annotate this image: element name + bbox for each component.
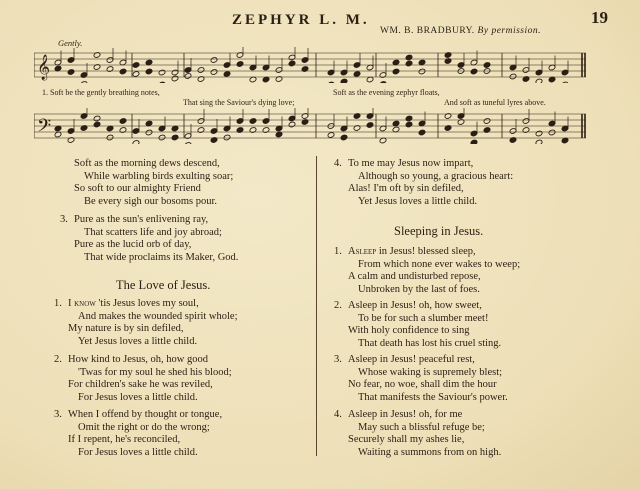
note-head	[236, 61, 244, 68]
verse-number: 4.	[334, 409, 342, 420]
note-head	[340, 134, 348, 141]
verse-line: Soft as the morning dews descend,	[74, 158, 220, 169]
note-head	[470, 139, 478, 144]
note-head	[418, 68, 426, 75]
verse-line: To be for such a slumber meet!	[358, 312, 489, 324]
note-head	[132, 62, 140, 69]
verse-line: From which none ever wakes to weep;	[358, 258, 521, 270]
love-verse-1	[54, 298, 238, 348]
verse-number: 3.	[60, 214, 68, 225]
note-head	[93, 121, 101, 128]
verse-line: 'tis Jesus loves my soul,	[95, 298, 199, 309]
verse-line: Unbroken by the last of foes.	[358, 283, 480, 295]
note-head	[171, 75, 179, 82]
note-head	[470, 68, 478, 75]
note-head	[197, 67, 205, 74]
note-head	[327, 81, 335, 83]
sleeping-verse-3	[334, 354, 508, 404]
note-head	[80, 81, 88, 83]
composer-name: WM. B. BRADBURY.	[380, 26, 475, 36]
note-head	[93, 115, 101, 122]
verse-line: While warbling birds exulting soar;	[84, 170, 234, 182]
verse-line: How kind to Jesus, oh, how good	[68, 354, 209, 365]
note-head	[392, 68, 400, 75]
note-head	[548, 129, 556, 136]
verse-line: And makes the wounded spirit whole;	[78, 310, 238, 322]
note-head	[288, 60, 296, 67]
lyric-line-4: And soft as tuneful lyres above.	[444, 98, 546, 107]
treble-staff	[34, 47, 586, 83]
hymn-title-love-of-jesus: The Love of Jesus.	[116, 278, 211, 292]
verse-line: My nature is by sin defiled,	[68, 323, 184, 335]
verse-number: 2.	[334, 300, 342, 311]
note-head	[509, 73, 517, 80]
verse-line: A calm and undisturbed repose,	[348, 271, 481, 283]
verse-line: Be every sigh our bosoms pour.	[84, 195, 217, 207]
verse-line: For Jesus loves a little child.	[78, 446, 198, 458]
note-head	[535, 130, 543, 137]
note-head	[223, 71, 231, 78]
verse-line: 'Twas for my soul he shed his blood;	[78, 366, 232, 378]
verse-line: When I offend by thought or tongue,	[68, 409, 223, 420]
verse-line: Pure as the sun's enlivening ray,	[74, 214, 209, 225]
verse-2-continued	[74, 158, 233, 208]
verse-line: So soft to our almighty Friend	[74, 183, 201, 195]
verse-line: With holy confidence to sing	[348, 325, 470, 337]
verse-line: May such a blissful refuge be;	[358, 421, 485, 433]
hymn-title-sleeping-in-jesus: Sleeping in Jesus.	[394, 224, 484, 238]
note-head	[223, 134, 231, 141]
verse-3	[60, 214, 239, 264]
note-head	[132, 71, 140, 78]
clef-symbol: 𝄢	[37, 116, 52, 141]
note-head	[366, 122, 374, 129]
page-number: 19	[591, 8, 608, 27]
note-head	[119, 68, 127, 75]
note-head	[483, 62, 491, 69]
permission-note: By permission.	[477, 26, 542, 36]
note-head	[379, 81, 387, 83]
note-head	[119, 118, 127, 125]
note-head	[288, 121, 296, 128]
bass-staff-notation	[34, 108, 586, 144]
verse-line: Yet Jesus loves a little child.	[78, 335, 198, 347]
love-verse-4	[334, 158, 514, 208]
verse-line: Whose waking is supremely blest;	[358, 366, 503, 378]
love-verse-3	[54, 409, 223, 459]
column-divider	[316, 156, 317, 456]
sleeping-verse-2	[334, 300, 502, 350]
verse-line: Alas! I'm oft by sin defiled,	[348, 183, 464, 195]
note-head	[210, 57, 218, 64]
love-verse-2	[54, 354, 232, 404]
verse-line: For children's sake he was reviled,	[68, 379, 213, 391]
note-head	[67, 69, 75, 76]
note-head	[249, 118, 257, 125]
verse-number: 3.	[54, 409, 62, 420]
note-head	[340, 78, 348, 83]
verse-number: 1.	[54, 298, 62, 309]
verse-number: 4.	[334, 158, 342, 169]
verse-line: That wide proclaims its Maker, God.	[84, 251, 239, 263]
sleeping-verse-4	[334, 409, 502, 459]
verse-line: Securely shall my ashes lie,	[348, 434, 465, 446]
verse-number: 1.	[334, 246, 342, 257]
note-head	[405, 60, 413, 67]
verse-line: Asleep in Jesus! peaceful rest,	[348, 354, 475, 365]
note-head	[535, 78, 543, 83]
note-head	[405, 115, 413, 122]
note-head	[184, 142, 192, 144]
note-head	[145, 129, 153, 136]
verse-line: To me may Jesus now impart,	[348, 158, 474, 169]
verse-line: Asleep in Jesus! oh, how sweet,	[348, 300, 482, 311]
verse-line: That death has lost his cruel sting.	[358, 337, 502, 349]
note-head	[184, 73, 192, 80]
note-head	[158, 134, 166, 141]
note-head	[145, 68, 153, 75]
verse-line: No fear, no woe, shall dim the hour	[348, 379, 497, 391]
lyric-line-2: Soft as the evening zephyr floats,	[333, 88, 440, 97]
verse-line: If I repent, he's reconciled,	[68, 434, 181, 446]
note-head	[327, 132, 335, 139]
note-head	[535, 139, 543, 144]
note-head	[483, 118, 491, 125]
composer-credit	[380, 26, 541, 36]
note-head	[405, 121, 413, 128]
verse-lead-word: I know	[68, 298, 96, 309]
tempo-marking: Gently.	[58, 38, 83, 48]
verse-line: Omit the right or do the wrong;	[78, 421, 210, 433]
verse-line: That manifests the Saviour's power.	[358, 391, 508, 403]
note-head	[158, 69, 166, 76]
note-head	[405, 54, 413, 61]
note-head	[132, 140, 140, 144]
clef-symbol: 𝄞	[37, 55, 51, 80]
note-head	[418, 129, 426, 136]
verse-line: Yet Jesus loves a little child.	[358, 195, 478, 207]
verse-line: For Jesus loves a little child.	[78, 391, 198, 403]
note-head	[353, 71, 361, 78]
verse-line: That scatters life and joy abroad;	[84, 226, 222, 238]
note-head	[106, 134, 114, 141]
note-head	[171, 134, 179, 141]
bass-staff	[34, 108, 586, 144]
note-head	[210, 69, 218, 76]
note-head	[561, 81, 569, 83]
note-head	[158, 81, 166, 83]
sleeping-verse-1	[334, 246, 521, 296]
verse-lead-word: Asleep	[348, 246, 377, 257]
verse-line: in Jesus! blessed sleep,	[376, 246, 476, 257]
lyric-line-1: 1. Soft be the gently breathing notes,	[42, 88, 160, 97]
verse-line: Asleep in Jesus! oh, for me	[348, 409, 463, 420]
lyric-line-3: That sing the Saviour's dying love;	[183, 98, 295, 107]
verse-number: 3.	[334, 354, 342, 365]
verse-number: 2.	[54, 354, 62, 365]
verse-line: Although so young, a gracious heart:	[358, 170, 514, 182]
treble-staff-notation	[34, 47, 586, 83]
verse-line: Waiting a summons from on high.	[358, 446, 502, 458]
verse-line: Pure as the lucid orb of day,	[74, 239, 192, 251]
tune-title: ZEPHYR L. M.	[232, 12, 370, 28]
